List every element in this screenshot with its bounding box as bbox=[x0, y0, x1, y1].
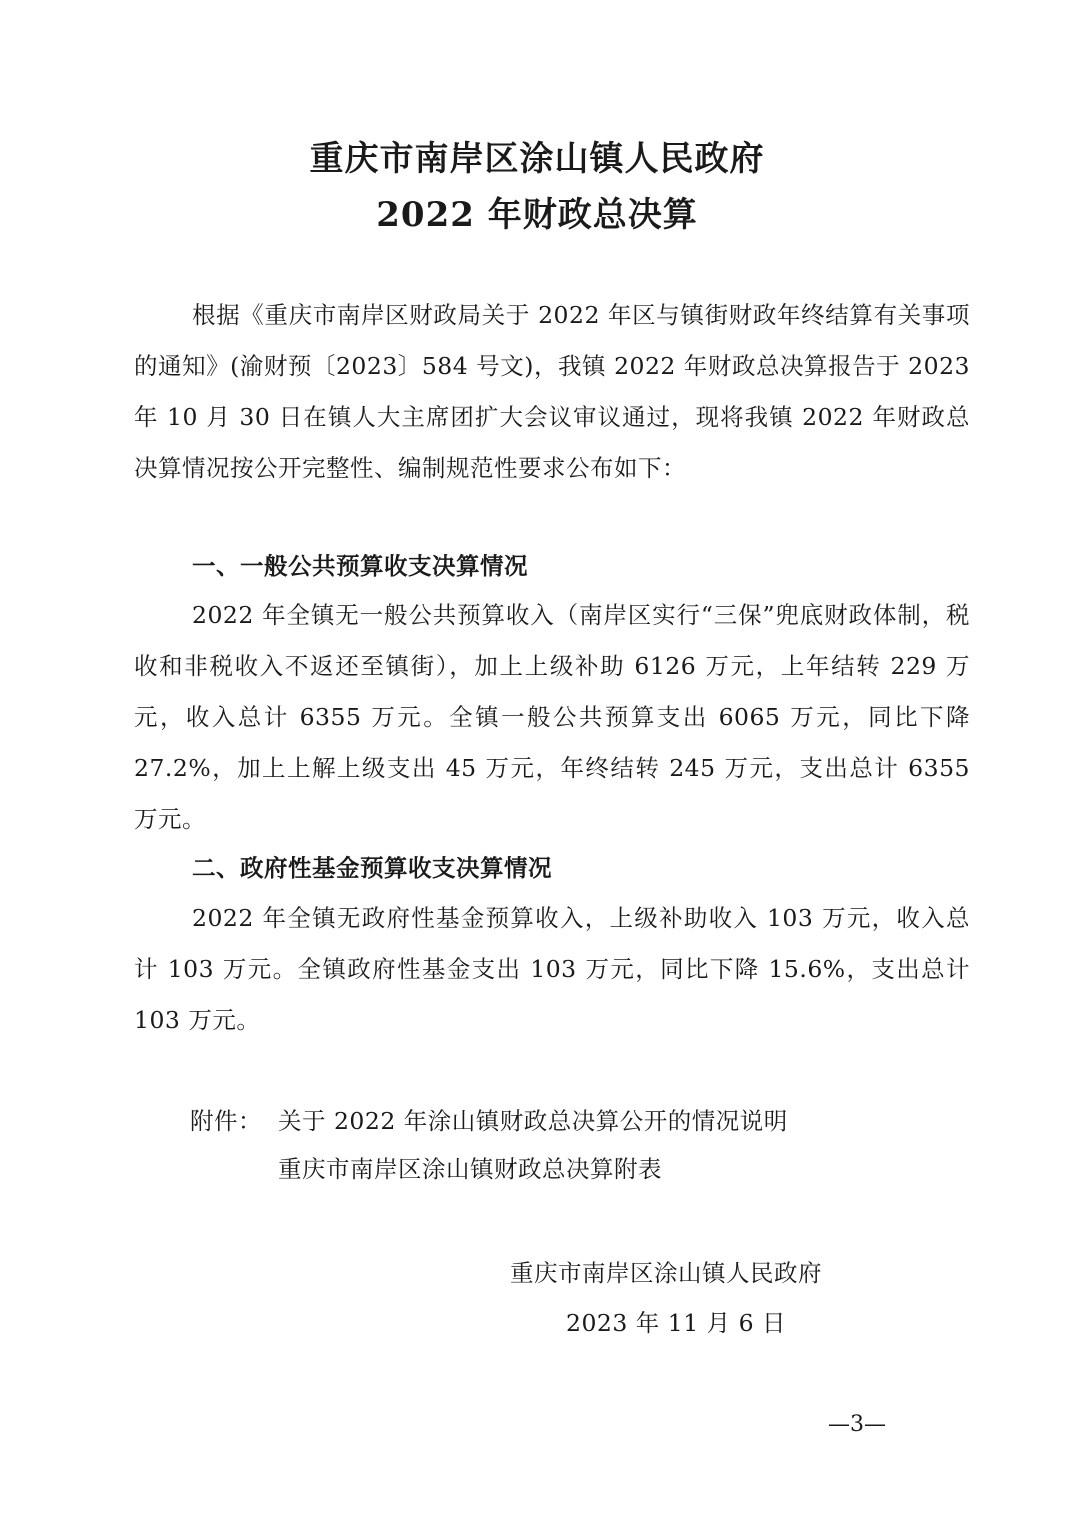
section2-body bbox=[134, 893, 970, 1046]
attachment-item: 重庆市南岸区涂山镇财政总决算附表 bbox=[278, 1155, 662, 1183]
signature-date: 2023 年 11 月 6 日 bbox=[566, 1309, 787, 1337]
section2-text: 2022 年全镇无政府性基金预算收入，上级补助收入 103 万元，收入总计 103 万元。全镇政府性基金支出 103 万元，同比下降 15.6%，支出总计 103 万元。 bbox=[134, 904, 970, 1034]
section1-text: 2022 年全镇无一般公共预算收入（南岸区实行“三保”兜底财政体制，税收和非税收入不返还至镇街），加上上级补助 6126 万元，上年结转 229 万元，收入总计 6355 万元。全镇一般公共预算支出 6065 万元，同比下降 27.2%，加上上解上级支出 45 万元，年终结转 245 万元，支出总计 6355 万元。 bbox=[134, 601, 970, 833]
attachments-label: 附件： bbox=[190, 1107, 262, 1135]
section1-body bbox=[134, 590, 970, 845]
signature-org: 重庆市南岸区涂山镇人民政府 bbox=[510, 1259, 822, 1287]
document-title-line1: 重庆市南岸区涂山镇人民政府 bbox=[309, 139, 765, 179]
section2-heading: 二、政府性基金预算收支决算情况 bbox=[192, 854, 552, 882]
intro-paragraph bbox=[134, 290, 970, 494]
intro-text: 根据《重庆市南岸区财政局关于 2022 年区与镇街财政年终结算有关事项的通知》(渝财预〔2023〕584 号文)，我镇 2022 年财政总决算报告于 2023 年 10 月 30 日在镇人大主席团扩大会议审议通过，现将我镇 2022 年财政总决算情况按公开完整性、编制规范性要求公布如下： bbox=[134, 301, 970, 482]
page-number: —3— bbox=[828, 1412, 886, 1437]
section1-heading: 一、一般公共预算收支决算情况 bbox=[192, 552, 528, 580]
document-title-line2: 2022 年财政总决算 bbox=[376, 195, 698, 235]
attachment-item: 关于 2022 年涂山镇财政总决算公开的情况说明 bbox=[278, 1107, 788, 1135]
section2 bbox=[134, 843, 970, 894]
section1 bbox=[134, 541, 970, 592]
